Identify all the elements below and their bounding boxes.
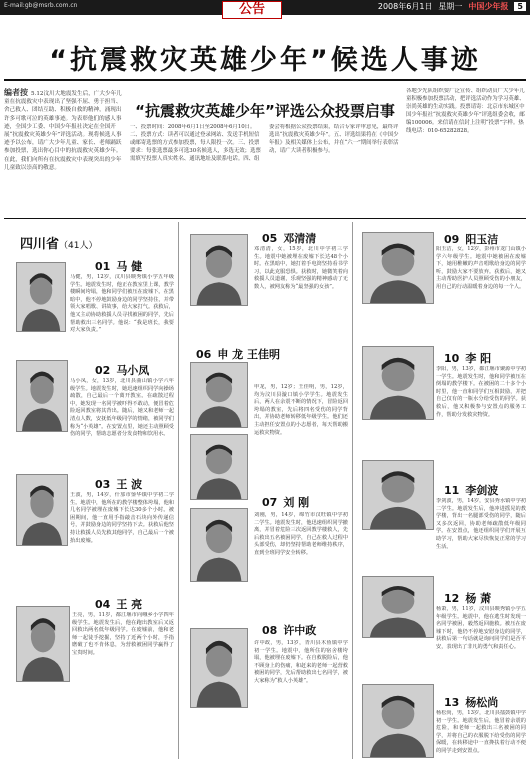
candidate-text: 刘刚，男，14岁，绵竹市汉旺镇中学初二学生。地震发生时，他迅速组织同学撤离，并冒着危险三次返回教学楼救人，先后救出五名被困同学，自己在救人过程中头部受伤，却仍坚持帮助老师维持秩序，直到全班同学安全转移。: [254, 512, 348, 556]
portrait-silhouette: [17, 475, 67, 545]
candidate-number: 08: [262, 624, 278, 637]
candidate-number: 12: [444, 592, 460, 605]
candidate-photo: [362, 346, 434, 420]
candidate-name: 马 健: [116, 260, 143, 273]
email-line: E-mail:gb@msrb.com.cn: [4, 2, 78, 9]
province-count: （41人）: [59, 241, 98, 251]
editor-text: 5.12汶川大地震发生后，广大少年儿童在抗震救灾中表现出了坚强不屈、勇于担当、舍己救人、团结互助、积极自救的精神，涌现出许多可歌可泣的英雄事迹。为表彰他们的感人事迹，全国少工委、中国少年报社决定在全国开展“抗震救灾英雄少年”评选活动。现将候选人事迹予以公布，请广大少年儿童、家长、老师踊跃参加投票，选出你心目中的抗震救灾英雄少年。在此，我们向所有在抗震救灾中表现突出的少年儿童致以崇高的敬意。: [4, 91, 122, 171]
candidate-number: 05: [262, 232, 278, 245]
candidate-title: [95, 258, 142, 274]
candidate-title: [262, 622, 316, 638]
candidate-text: 李阳，男，13岁，都江堰市聚源中学初一学生。地震发生时，他和同学被压在倒塌的教学楼下。在被困的二十多个小时里，他一直和同学们互相鼓励，并把自己仅有的一瓶水分给受伤的同学。获救后，他又积极参与安置点的服务工作，帮助分发救灾物资。: [436, 366, 526, 418]
candidate-title: [444, 482, 498, 498]
candidate-text: 申龙，男，12岁；王佳明，男，12岁，均为汶川县漩口镇小学学生。地震发生后，两人在余震不断的情况下，冒险返回垮塌的教室，先后将四名受伤的同学背出，并协助老师转移低年级学生。他们还主动担任安置点的小志愿者，每天帮助搬运救灾物资。: [254, 384, 348, 436]
candidate-number: 03: [95, 478, 111, 491]
candidate-name: 杨松尚: [465, 696, 499, 709]
candidate-title: [444, 350, 491, 366]
section-rule: [4, 218, 526, 219]
candidate-photo: [190, 508, 248, 582]
page-number: 5: [514, 2, 526, 11]
portrait-silhouette: [191, 235, 247, 305]
candidate-title: [95, 596, 142, 612]
candidate-photo: [16, 360, 68, 432]
candidate-photo: [362, 684, 434, 758]
candidate-name: 王 亮: [116, 598, 143, 611]
issue-date: 2008年6月1日: [377, 2, 433, 11]
candidate-photo: [190, 434, 248, 500]
candidate-name: 申 龙 王佳明: [217, 348, 280, 361]
newspaper-logo: 中国少年报: [468, 2, 509, 11]
column-divider: [178, 222, 179, 759]
candidate-text: 马健，男，12岁，汶川县映秀镇小学五年级学生。地震发生时，他正在教室里上课，教学楼瞬间垮塌，他和同学们被压在废墟下。在黑暗中，他不停地鼓励身边的同学坚持住，并带领大家唱歌、讲故事，给大家打气。获救后，他又主动协助救援人员寻找被困的同学，先后帮助救出三名同学。他说：“我是班长，我要对大家负责。”: [70, 274, 174, 334]
editor-note: [4, 88, 124, 216]
candidate-photo: [362, 232, 434, 304]
candidate-text: 许中政，男，13岁，青川县木鱼镇中学初一学生。地震中，他所住的宿舍楼垮塌，他被埋在废墟下。在自救脱险后，他不顾身上的伤痛，和赶来的老师一起营救被困的同学，先后帮助救出七名同学，被大家称为“救人小英雄”。: [254, 640, 348, 684]
candidate-title: [444, 231, 498, 247]
candidate-photo: [190, 234, 248, 306]
candidate-name: 李剑波: [465, 484, 499, 497]
portrait-silhouette: [363, 347, 433, 419]
candidate-photo: [16, 474, 68, 546]
headline-rule: [4, 79, 526, 81]
vote-notice-title: “抗震救灾英雄少年”评选公众投票启事: [135, 102, 395, 120]
candidate-photo: [190, 628, 248, 708]
editor-label: 编者按: [4, 88, 28, 97]
weekday: 星期一: [438, 2, 463, 11]
candidate-number: 13: [444, 696, 460, 709]
candidate-name: 许中政: [283, 624, 317, 637]
header-meta: [378, 1, 526, 12]
province-heading: [20, 233, 97, 252]
page-headline: “抗震救灾英雄少年”候选人事迹: [49, 45, 481, 76]
candidate-photo: [190, 362, 248, 428]
vote-notice-extra: 各地少先队组织要广泛宣传、组织动员广大少年儿童积极参加投票活动，把评选活动作为学习英雄、崇尚英雄的生动实践。投票请寄：北京市东城区中国少年报社“抗震救灾英雄少年”评选组委会收，邮编100006。来信请在信封上注明“投票”字样。热线电话：010-65282828。: [406, 88, 525, 134]
candidate-number: 10: [444, 352, 460, 365]
candidate-name: 马小凤: [116, 364, 150, 377]
candidate-number: 01: [95, 260, 111, 273]
candidate-number: 04: [95, 598, 111, 611]
section-banner: 公告: [222, 1, 282, 19]
candidate-text: 王亮，男，11岁，都江堰市向峨乡小学四年级学生。地震发生后，他在跑出教室后又返回救出两名低年级同学。在废墟前，他和老师一起徒手挖掘，坚持了近两个小时，手指磨破了也不肯休息，为营救被困同学赢得了宝贵时间。: [72, 612, 174, 656]
portrait-silhouette: [363, 461, 433, 529]
candidate-name: 杨 萧: [465, 592, 492, 605]
candidate-title: [262, 230, 316, 246]
portrait-silhouette: [17, 263, 65, 331]
candidate-photo: [362, 460, 434, 530]
candidate-text: 阳玉洁，女，12岁，彭州市龙门山镇小学六年级学生。地震中她被困在废墟下，她用稚嫩的声音唱歌给身边的同学听，鼓励大家不要放弃。获救后，她又主动帮助医护人员照顾受伤的小朋友，用自己的行动温暖着身边的每一个人。: [436, 246, 526, 290]
portrait-silhouette: [191, 509, 247, 581]
candidate-name: 王 波: [116, 478, 143, 491]
portrait-silhouette: [191, 435, 247, 499]
candidate-name: 刘 刚: [283, 496, 310, 509]
portrait-silhouette: [191, 629, 247, 707]
province-name: 四川省: [20, 237, 60, 252]
portrait-silhouette: [17, 361, 67, 431]
vote-notice-body: 一、投票时间：2008年6月1日至2008年6月10日。二、投票方式：读者可以通过登录网站、发送手机短信或邮寄选票的方式参加投票，每人限投一次。三、投票要求：每张选票最多可选30名候选人，多选无效；选票需填写投票人真实姓名、通讯地址及联系电话。四、组委会将根据公众投票结果，结合专家评审意见，最终评选出“抗震救灾英雄少年”。五、评选结果将在《中国少年报》及相关媒体上公布，并在“六一”期间举行表彰活动，请广大读者积极参与。: [130, 124, 399, 162]
candidate-text: 杨松尚，男，13岁，北川县擂鼓镇中学初一学生。地震发生后，他冒着余震的危险，和老师一起救出三名被困的同学，并将自己的衣服脱下给受伤的同学保暖，在转移途中一直搀扶着行动不便的同学走到安置点。: [436, 710, 526, 754]
candidate-photo: [362, 576, 434, 638]
candidate-title: [262, 494, 309, 510]
candidate-name: 李 阳: [465, 352, 492, 365]
candidate-number: 06: [196, 348, 212, 361]
candidate-text: 邓清清，女，15岁，北川中学初三学生。地震中她被埋在废墟下长达48个小时。在黑暗中，她打着手电筒坚持看书学习，以此克服恐惧。获救时，她微笑着向救援人员道谢，乐观坚强的精神感动了无数人，被网友称为“最坚强的女孩”。: [254, 246, 348, 290]
candidate-text: 马小凤，女，13岁，北川县曲山镇小学六年级学生。地震发生时，她迅速组织同学向操场疏散，自己最后一个离开教室。在疏散过程中，她发现一名同学被吓得不敢动，便冒着危险返回教室将其背出。随后，她又和老师一起清点人数，安抚低年级同学的情绪，被同学们称为“小英雄”。在安置点里，她还主动照顾受伤的同学，帮助志愿者分发食物和饮用水。: [70, 378, 174, 438]
candidate-title: [444, 590, 491, 606]
portrait-silhouette: [17, 607, 69, 681]
portrait-silhouette: [363, 577, 433, 637]
column-divider: [352, 222, 353, 759]
candidate-title: [444, 694, 498, 710]
candidate-title: [95, 362, 149, 378]
candidate-text: 王波，男，14岁，什邡市蓥华镇中学初二学生。地震中，他所在的教学楼整体垮塌，他和几名同学被埋在废墟下长达30多个小时。被困期间，他一直用手指敲击石块向外传递信号，并鼓励身边的同学坚持下去。获救后他坚持让救援人员先救其他同学，自己最后一个被抬出废墟。: [70, 492, 174, 544]
candidate-text: 李剑波，男，14岁，安县秀水镇中学初二学生。地震发生后，他冲进摇晃的教学楼，背出一名腿部受伤的同学，随后又多次返回，协助老师疏散低年级同学。在安置点，他还组织同学们开展互助学习，帮助大家尽快恢复正常的学习生活。: [436, 498, 526, 550]
candidate-name: 邓清清: [283, 232, 317, 245]
candidate-name: 阳玉洁: [465, 233, 499, 246]
candidate-title: [95, 476, 142, 492]
candidate-number: 02: [95, 364, 111, 377]
portrait-silhouette: [363, 233, 433, 303]
portrait-silhouette: [191, 363, 247, 427]
candidate-text: 杨萧，男，11岁，汶川县映秀镇小学五年级学生。地震中，他在逃生时发现一名同学被困，毅然返回施救。被压在废墟下时，他仍不停地安慰身边的同学，获救后第一句话就是询问同学们是否平安，表现出了非凡的勇气和责任心。: [436, 606, 526, 650]
candidate-title: [196, 346, 280, 362]
candidate-photo: [16, 262, 66, 332]
candidate-number: 07: [262, 496, 278, 509]
candidate-photo: [16, 606, 70, 682]
candidate-number: 11: [444, 484, 460, 497]
portrait-silhouette: [363, 685, 433, 757]
candidate-number: 09: [444, 233, 460, 246]
